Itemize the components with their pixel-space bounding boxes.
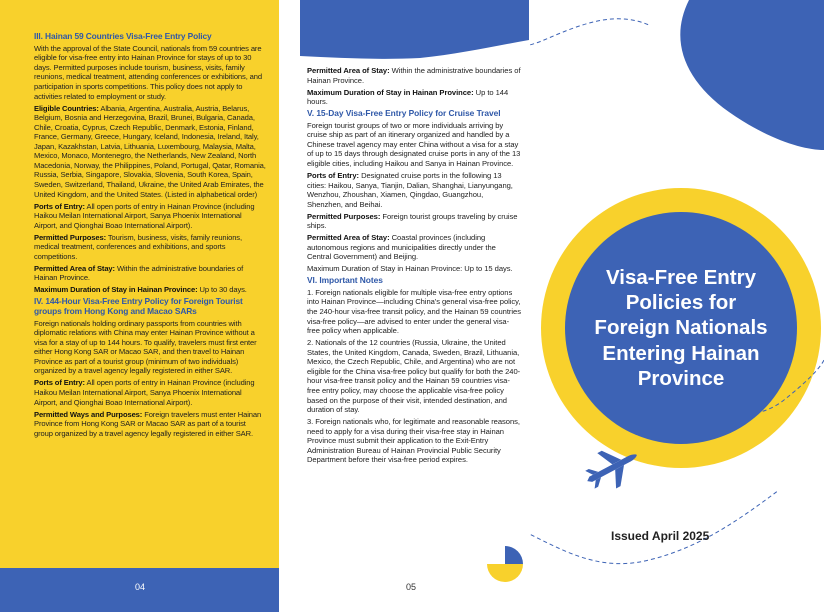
title-line: Foreign Nationals <box>594 316 768 340</box>
permitted-ways-purposes: Permitted Ways and Purposes: Foreign travelers must enter Hainan Province from Hong Kong SAR or Macao SAR as part of a tourist group organized by a travel agency legally registered in either SAR. <box>34 409 262 438</box>
eligible-countries: Eligible Countries: Albania, Argentina, Australia, Austria, Belarus, Belgium, Bosnia and Herzegovina, Brazil, Brunei, Bulgaria, Canada, Chile, Croatia, Cyprus, Czech Republic, Denmark, Estonia, Finland, France, Germany, Greece, Hungary, Iceland, Indonesia, Ireland, Italy, Japan, Kazakhstan, Latvia, Lithuania, Luxembourg, Malaysia, Malta, Mexico, Monaco, Montenegro, the Netherlands, New Zealand, North Macedonia, Norway, the Philippines, Poland, Portugal, Qatar, Romania, Russia, Serbia, Singapore, Slovakia, Slovenia, South Korea, Spain, Sweden, Switzerland, Thailand, Ukraine, the United Arab Emirates, the United Kingdom, and the United States. (Listed in alphabetical order) <box>34 103 266 199</box>
permitted-area: Permitted Area of Stay: Coastal provinces (including autonomous regions and municipalities directly under the Central Government) and Beijing. <box>307 233 496 262</box>
max-duration: Maximum Duration of Stay in Hainan Province: Up to 30 days. <box>34 285 247 295</box>
page-04-text <box>34 31 266 441</box>
section-5-intro: Foreign tourist groups of two or more individuals arriving by cruise ship as part of an itinerary organized and handled by a Chinese travel agency may enter China without a visa for a stay of up to 15 days through designated cruise ports in any of the 13 eligible cities, including Haikou and Sanya in Hainan Province. <box>307 120 521 169</box>
page-04 <box>0 0 279 612</box>
title-line: Policies for <box>625 291 737 315</box>
title-line: Entering Hainan <box>602 341 760 365</box>
pie-yellow-icon <box>487 564 523 582</box>
title-line: Province <box>637 366 725 390</box>
note-3: 3. Foreign nationals who, for legitimate and reasonable reasons, need to apply for a visa during their visa-free stay in Hainan Province must submit their application to the Exit-Entry Administration Bureau of Hainan Provincial Public Security Department before their visa-free period expires. <box>307 417 520 465</box>
page-gutter <box>279 0 300 612</box>
section-3-heading: III. Hainan 59 Countries Visa-Free Entry Policy <box>34 31 212 41</box>
title-line: Visa-Free Entry <box>605 265 756 289</box>
pie-blue-icon <box>505 546 523 564</box>
section-4-intro: Foreign nationals holding ordinary passports from countries with diplomatic relations with China may enter Hainan Province without a visa for a stay of up to 144 hours. To qualify, travelers must first enter either Hong Kong SAR or Macao SAR, and then travel to Hainan Province as part of a tourist group (minimum of two individuals) organized by a travel agency legally registered in either SAR. <box>34 318 257 376</box>
ports-of-entry: Ports of Entry: Designated cruise ports in the following 13 cities: Haikou, Sanya, Tianjin, Dalian, Shanghai, Lianyungang, Wenzhou, Zhoushan, Xiamen, Qingdao, Guangzhou, Shenzhen, and Beihai. <box>307 170 513 209</box>
section-4-heading: IV. 144-Hour Visa-Free Entry Policy for Foreign Tourist groups from Hong Kong and Macao SARs <box>34 296 243 316</box>
ports-of-entry: Ports of Entry: All open ports of entry in Hainan Province (including Haikou Meilan International Airport, Sanya Phoenix International Airport, and Qionghai Boao International Airport). <box>34 378 255 407</box>
permitted-purposes: Permitted Purposes: Tourism, business, visits, family reunions, medical treatment, conferences and exhibitions, and sports competitions. <box>34 232 242 261</box>
section-5-heading: V. 15-Day Visa-Free Entry Policy for Cruise Travel <box>307 108 501 119</box>
max-duration: Maximum Duration of Stay in Hainan Province: Up to 15 days. <box>307 264 513 274</box>
note-2: 2. Nationals of the 12 countries (Russia, Ukraine, the United States, the United Kingdom, Canada, Sweden, Brazil, Lithuania, Mexico, the Czech Republic, Chile, and Argentina) who are not eligible for the China visa-free policy but qualify for both the 240-hour visa-free transit policy and the Hainan 59 countries visa-free entry policy, may choose the applicable visa-free policy based on the purpose of their visit, intended destination, and duration of stay. <box>307 338 521 415</box>
permitted-purposes: Permitted Purposes: Foreign tourist groups traveling by cruise ships. <box>307 211 518 231</box>
max-duration: Maximum Duration of Stay in Hainan Province: Up to 144 hours. <box>307 87 509 107</box>
page-number: 04 <box>135 582 146 592</box>
page-number: 05 <box>406 582 417 592</box>
section-3-intro: With the approval of the State Council, nationals from 59 countries are eligible for visa-free entry into Hainan Province for stays of up to 30 days. Permitted purposes include tourism, business, visits, family reunions, medical treatment, attending conferences or exhibitions, and participation in sports competitions. This policy does not apply to activities related to employment or study. <box>34 43 262 101</box>
permitted-area: Permitted Area of Stay: Within the administrative boundaries of Hainan Province. <box>307 66 521 85</box>
section-6-heading: VI. Important Notes <box>307 275 383 286</box>
cover-title <box>565 212 797 444</box>
cover-panel <box>529 0 824 612</box>
permitted-area: Permitted Area of Stay: Within the administrative boundaries of Hainan Province. <box>34 263 244 283</box>
quarter-circle-icon-group <box>300 0 529 612</box>
page-05 <box>300 0 529 612</box>
note-1: 1. Foreign nationals eligible for multiple visa-free entry options into Hainan Province—including China's general visa-free policy, the 240-hour visa-free transit policy, and the Hainan 59 countries visa-free policy—are advised to enter under the general visa-free policy when applicable. <box>307 287 521 336</box>
ports-of-entry: Ports of Entry: All open ports of entry in Hainan Province (including Haikou Meilan International Airport, Sanya Phoenix International Airport, and Qionghai Boao International Airport). <box>34 201 255 230</box>
issued-date: Issued April 2025 <box>611 529 710 543</box>
